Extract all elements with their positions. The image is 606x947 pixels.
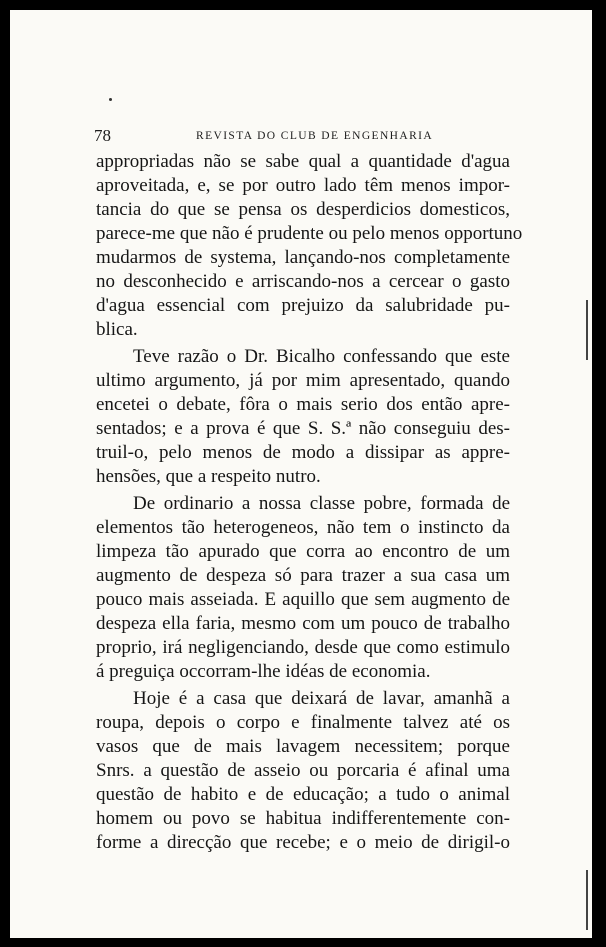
body-text xyxy=(96,150,523,858)
text-line: truil-o, pelo menos de modo a dissipar as appre- xyxy=(96,442,510,463)
text-line: no desconhecido e arriscando-nos a cercear o gasto xyxy=(96,271,510,292)
text-line: d'agua essencial com prejuizo da salubridade pu- xyxy=(96,295,510,316)
text-line: pouco mais asseiada. E aquillo que sem augmento de xyxy=(96,589,510,610)
text-line: hensões, que a respeito nutro. xyxy=(96,466,321,487)
paragraph xyxy=(96,687,510,855)
text-line: encetei o debate, fôra o mais serio dos então apre- xyxy=(96,394,510,415)
text-line: forme a direcção que recebe; e o meio de dirigil-o xyxy=(96,832,510,853)
text-line: proprio, irá negligenciando, desde que como estimulo xyxy=(96,637,510,658)
paragraph xyxy=(96,150,523,342)
page-number: 78 xyxy=(94,126,111,145)
text-line: vasos que de mais lavagem necessitem; porque xyxy=(96,736,510,757)
text-line: limpeza tão apurado que corra ao encontro de um xyxy=(96,541,510,562)
text-line: Snrs. a questão de asseio ou porcaria é afinal uma xyxy=(96,760,510,781)
text-line: blica. xyxy=(96,319,138,340)
page-edge-mark xyxy=(586,870,588,930)
text-line: questão de habito e de educação; a tudo o animal xyxy=(96,784,510,805)
running-title: REVISTA DO CLUB DE ENGENHARIA xyxy=(196,130,434,142)
page-header xyxy=(94,126,524,148)
text-line: appropriadas não se sabe qual a quantidade d'agua xyxy=(96,151,510,172)
text-line: á preguiça occorram-lhe idéas de economia. xyxy=(96,661,431,682)
text-line: despeza ella faria, mesmo com um pouco de trabalho xyxy=(96,613,510,634)
paragraph xyxy=(96,345,510,489)
text-line: elementos tão heterogeneos, não tem o instincto da xyxy=(96,517,510,538)
text-line: Hoje é a casa que deixará de lavar, amanhã a xyxy=(133,688,510,709)
text-line: homem ou povo se habitua indifferentemente con- xyxy=(96,808,510,829)
page-edge-mark xyxy=(586,300,588,360)
paragraph xyxy=(96,492,510,684)
text-line: sentados; e a prova é que S. S.ª não conseguiu des- xyxy=(96,418,510,439)
ink-speck xyxy=(109,98,112,101)
text-line: mudarmos de systema, lançando-nos completamente xyxy=(96,247,510,268)
text-line: parece-me que não é prudente ou pelo menos opportuno xyxy=(96,223,523,244)
text-line: ultimo argumento, já por mim apresentado, quando xyxy=(96,370,510,391)
text-line: De ordinario a nossa classe pobre, formada de xyxy=(133,493,510,514)
text-line: augmento de despeza só para trazer a sua casa um xyxy=(96,565,510,586)
text-line: aproveitada, e, se por outro lado têm menos impor- xyxy=(96,175,510,196)
text-line: roupa, depois o corpo e finalmente talvez até os xyxy=(96,712,510,733)
page xyxy=(10,10,592,938)
text-line: Teve razão o Dr. Bicalho confessando que este xyxy=(133,346,510,367)
text-line: tancia do que se pensa os desperdicios domesticos, xyxy=(96,199,510,220)
